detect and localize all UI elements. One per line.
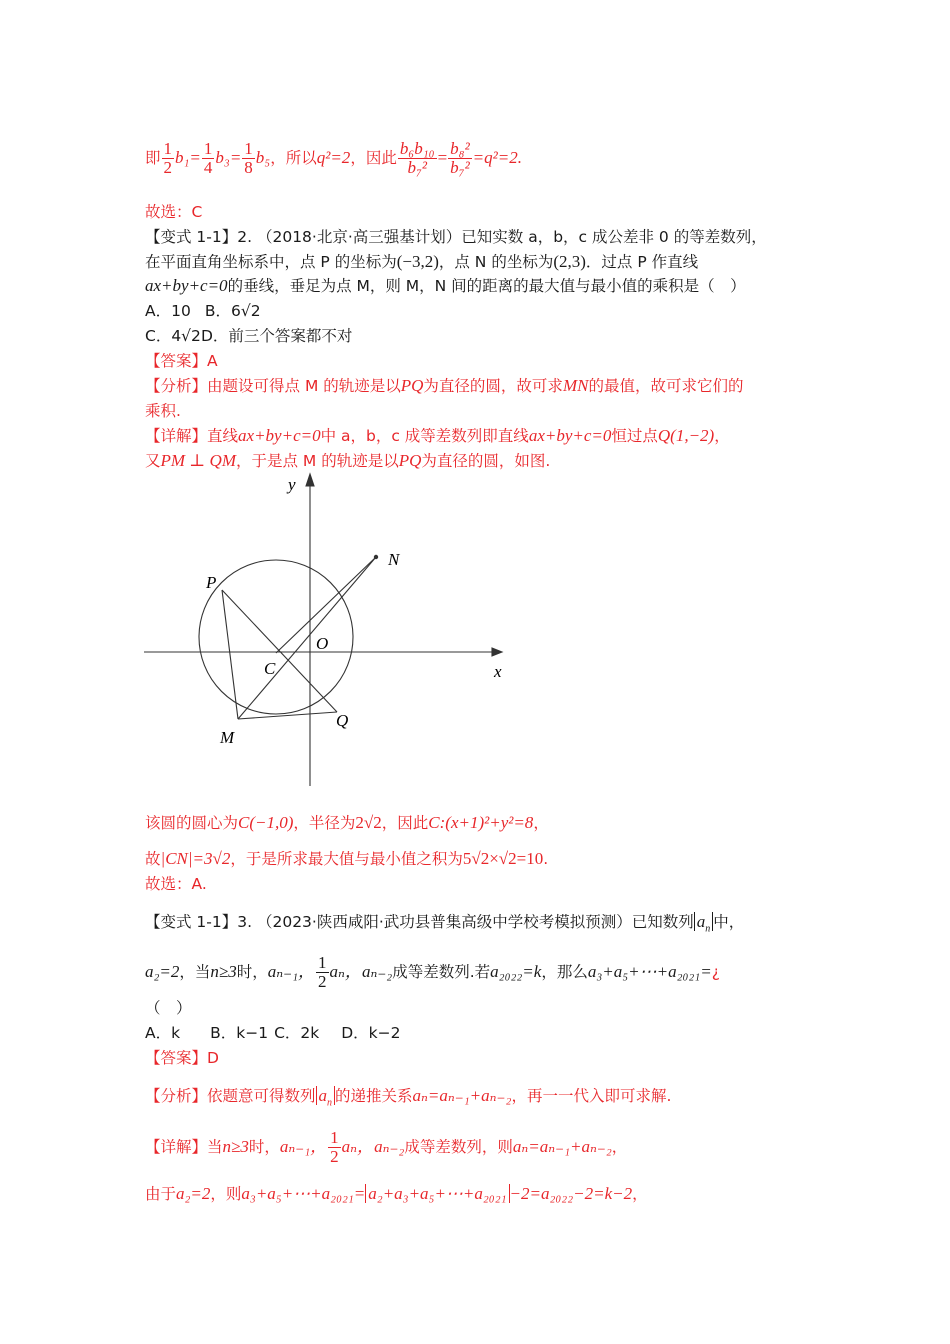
t: ，那么 [541,963,588,981]
cn-line [145,848,548,870]
v2-tag: 【变式 1-1】 [145,228,238,246]
choose-a: 故选：A. [145,875,207,893]
analysis-tag: 【分析】 [145,377,208,395]
circle [199,560,353,714]
text-mid2: ，因此 [350,149,397,167]
t: ， [611,1138,628,1156]
option-c: C．4√2 [145,327,201,345]
t: 直线 [207,427,239,445]
label-y: y [288,475,296,494]
a2022: a₂₀₂₂=k [490,962,542,981]
t: 的最值，故可求它们的 [588,377,744,395]
a: a [318,1086,328,1105]
n-ge3: n≥3 [210,962,237,981]
v2-detail-line2 [145,450,550,472]
t: 中， [713,913,745,931]
p-coord: (−3,2) [396,252,439,271]
option-d: D．前三个答案都不对 [200,327,353,345]
label-n: N [388,550,400,569]
label-p: P [206,573,217,592]
perp: PM ⊥ QM [160,451,236,470]
point-n [374,555,378,559]
choose-c: 故选：C [145,203,203,221]
t: ，点 N 的坐标为 [438,253,554,271]
analysis-tag: 【分析】 [145,1087,208,1105]
v3-detail [145,1125,627,1169]
fraction-half [328,1129,341,1166]
v3-question-line2 [145,950,720,994]
fraction-half [316,954,329,991]
t: 成等差数列，则 [404,1138,513,1156]
fraction-eighth [242,140,255,177]
t: ，因此 [381,814,429,832]
t: 的垂线，垂足为点 M，则 M，N 间的距离的最大值与最小值的乘积是（ ） [227,277,746,295]
t: ．过点 P 作直线 [585,253,699,271]
den: 4 [203,158,213,177]
t: 的递推关系 [335,1087,413,1105]
eq: ax+by+c=0 [528,426,612,445]
t: . [543,850,549,868]
line-eq: ax+by+c=0 [145,276,228,295]
mn: MN [562,376,589,395]
den: 2 [318,972,327,991]
text-prefix: 即 [145,149,161,167]
v2-question-line2 [145,251,698,273]
t: ，半径为 [293,814,356,832]
num: 1 [163,139,173,158]
label-q: Q [336,711,349,730]
recurrence: aₙ=aₙ₋₁+aₙ₋₂ [512,1137,612,1156]
fraction-quarter [202,140,215,177]
radius: 2√2 [355,813,382,832]
garbled-char: ¿ [711,963,720,981]
v2-options-cd [145,325,352,347]
an: aₙ， [341,1137,375,1156]
option-a: A．k [145,1024,181,1042]
n-ge3: n≥3 [222,1137,249,1156]
fraction-half [162,140,175,177]
fraction-b8 [448,140,472,177]
t: 又 [145,452,161,470]
paren-sum: a₂+a₃+a₅+⋯+a₂₀₂₁ [365,1184,509,1203]
v2-detail [145,425,730,447]
v2-question-line3 [145,275,746,297]
t: ，于是所求最大值与最小值之积为 [230,850,463,868]
eq: ax+by+c=0 [238,426,321,445]
circle-center-line [145,812,549,834]
v3-tag: 【变式 1-1】 [145,913,238,931]
v2-line1: 2. （2018·北京·高三强基计划）已知实数 a，b，c 成公差非 0 的等差数列， [237,228,767,246]
v3-paren: （ ） [145,999,192,1017]
an-seq: $a_n$ [694,912,714,931]
t: 时， [236,963,268,981]
center: C(−1,0) [238,813,294,832]
cn-eq: |CN|=3√2 [160,849,231,868]
t: ，于是点 M 的轨迹是以 [236,452,399,470]
t: ，当 [179,963,211,981]
a2: a₂=2 [145,962,180,981]
t: ， [714,427,730,445]
den: b₇² [407,158,427,177]
v3-final-line [145,1183,648,1205]
product: 5√2×√2=10 [462,849,544,868]
num: 1 [244,139,253,158]
q2-eq: q²=2 [316,148,351,167]
a: a [696,912,706,931]
label-m: M [220,728,235,747]
t: 中 a，b，c 成等差数列即直线 [320,427,529,445]
option-a: A．10 [145,302,191,320]
sum: a₃+a₅+⋯+a₂₀₂₁= [587,962,712,981]
pq: PQ [398,451,422,470]
label-c: C [264,659,276,678]
geometry-figure [140,470,520,790]
option-c: C．2k [274,1024,320,1042]
v2-options-ab [145,300,261,322]
t: 3. （2023·陕西咸阳·武功县普集高级中学校考模拟预测）已知数列 [237,913,694,931]
label-x: x [494,662,502,681]
t: 恒过点 [611,427,658,445]
an: aₙ， [329,962,362,981]
den: b₇² [450,158,470,177]
t: 时， [248,1138,280,1156]
option-b: B．6√2 [204,302,261,320]
recurrence: aₙ=aₙ₋₁+aₙ₋₂ [412,1086,512,1105]
q-point: Q(1,−2) [657,426,715,445]
t: 由题设可得点 M 的轨迹是以 [207,377,401,395]
tail: −2=a₂₀₂₂−2=k−2 [509,1184,633,1203]
an1: aₙ₋₁， [267,962,316,981]
num: 1 [318,953,327,972]
num: 1 [203,139,213,158]
label-o: O [316,634,329,653]
b1-term: b₁= [175,148,201,167]
v2-analysis [145,375,743,397]
v3-question-line1 [145,911,744,940]
y-arrow [306,474,314,486]
q2-tail: =q²=2. [472,148,522,167]
option-b: B．k−1 [210,1024,269,1042]
t: 在平面直角坐标系中，点 P 的坐标为 [145,253,397,271]
num: 1 [330,1128,339,1147]
b3-term: b₃= [215,148,242,167]
option-d: D．k−2 [341,1024,401,1042]
t: ，再一一代入即可求解. [511,1087,672,1105]
v2-analysis-line2: 乘积. [145,402,181,420]
v3-options [145,1022,401,1044]
detail-tag: 【详解】 [145,427,208,445]
ratio-line [145,136,522,180]
t: 依题意可得数列 [207,1087,316,1105]
an1: aₙ₋₁， [279,1137,328,1156]
t: 为直径的圆，如图. [421,452,551,470]
an2: aₙ₋₂ [361,962,393,981]
t: 故 [145,850,161,868]
text-mid1: ，所以 [270,149,317,167]
t: 成等差数列.若 [392,963,491,981]
num: b₈² [450,139,470,158]
x-arrow [492,648,502,656]
v2-question-line1 [145,226,767,248]
t: 为直径的圆，故可求 [423,377,563,395]
pq: PQ [400,376,424,395]
t: ， [533,814,549,832]
n-coord: (2,3) [553,252,586,271]
den: 8 [244,158,253,177]
fraction-b6b10 [398,140,437,177]
t: 由于 [145,1185,177,1203]
v2-answer: 【答案】A [145,352,218,370]
v3-answer: 【答案】D [145,1049,219,1067]
sum: a₃+a₅+⋯+a₂₀₂₁= [241,1184,366,1203]
den: 2 [330,1147,339,1166]
t: ， [632,1185,648,1203]
a2: a₂=2 [176,1184,211,1203]
t: ，则 [210,1185,242,1203]
b5-term: b₅ [255,148,271,167]
num: b₆b₁₀ [399,139,435,158]
equals: = [437,148,448,167]
an2: aₙ₋₂ [374,1137,405,1156]
t: 当 [207,1138,223,1156]
v3-analysis [145,1085,671,1114]
circle-eq: C:(x+1)²+y²=8 [428,813,534,832]
an-seq: $a_n$ [316,1086,336,1105]
segment-pm [222,590,238,719]
t: 该圆的圆心为 [145,814,239,832]
den: 2 [163,158,173,177]
segment-mn [238,557,376,719]
detail-tag: 【详解】 [145,1138,208,1156]
